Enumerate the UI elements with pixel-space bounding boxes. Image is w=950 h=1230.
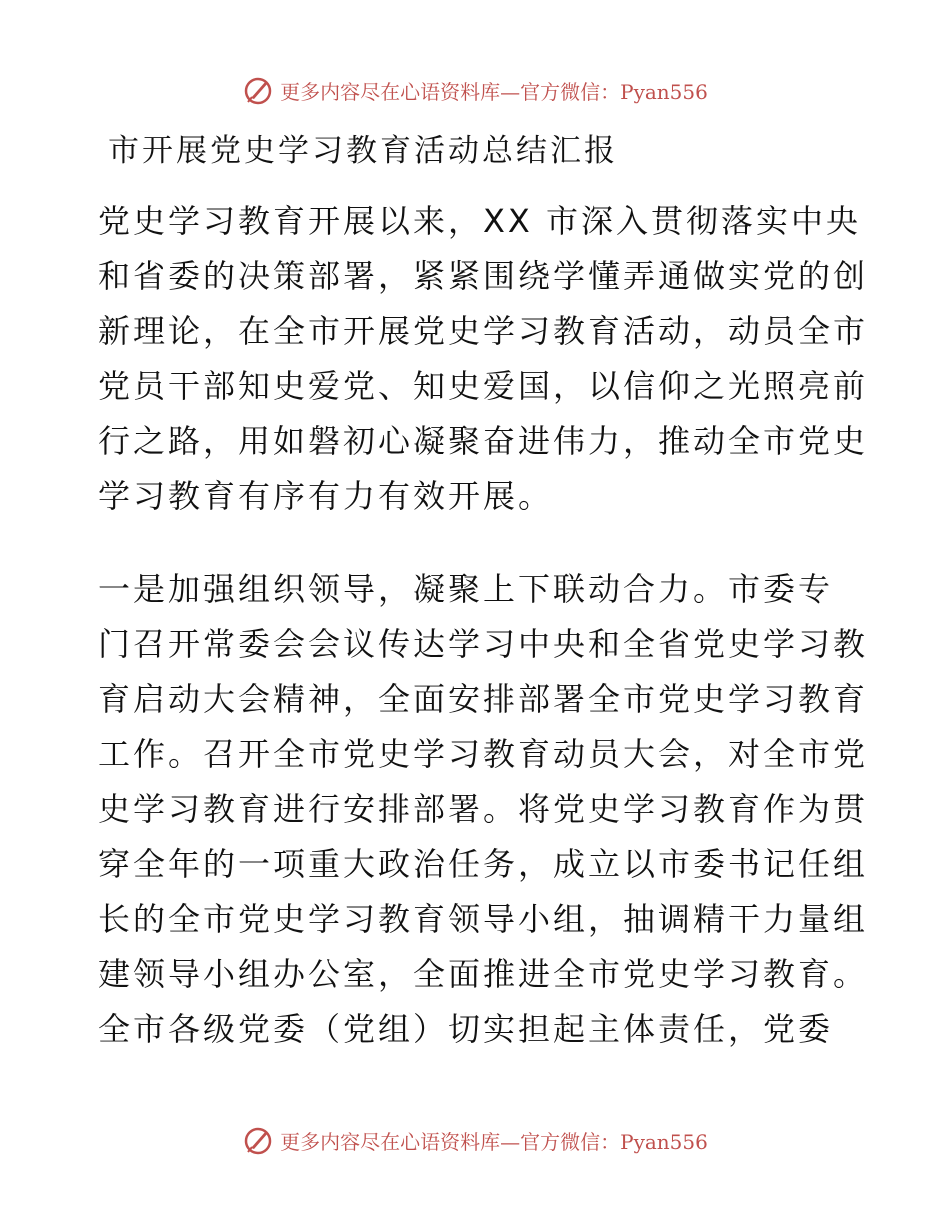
paragraph-organization	[98, 562, 869, 1057]
text-line: 工作。召开全市党史学习教育动员大会，对全市党	[98, 735, 869, 773]
text-line: 和省委的决策部署，紧紧围绕学懂弄通做实党的创	[98, 257, 869, 295]
text-line: 新理论，在全市开展党史学习教育活动，动员全市	[98, 312, 869, 350]
text-line: 建领导小组办公室，全面推进全市党史学习教育。	[98, 955, 869, 993]
text-line: 长的全市党史学习教育领导小组，抽调精干力量组	[98, 900, 869, 938]
text-line: 党员干部知史爱党、知史爱国，以信仰之光照亮前	[98, 367, 869, 405]
quill-seal-icon	[242, 1124, 274, 1156]
text-line: 全市各级党委（党组）切实担起主体责任，党委	[98, 1010, 834, 1048]
text-line: 党史学习教育开展以来，XX 市深入贯彻落实中央	[98, 202, 862, 240]
watermark-text: 更多内容尽在心语资料库—官方微信：Pyan556	[280, 1129, 708, 1154]
footer-watermark	[0, 1120, 950, 1160]
text-line: 穿全年的一项重大政治任务，成立以市委书记任组	[98, 845, 869, 883]
text-line: 一是加强组织领导，凝聚上下联动合力。市委专	[98, 570, 834, 608]
text-line: 门召开常委会会议传达学习中央和全省党史学习教	[98, 625, 869, 663]
document-title: 市开展党史学习教育活动总结汇报	[108, 133, 618, 169]
watermark-text: 更多内容尽在心语资料库—官方微信：Pyan556	[280, 79, 708, 104]
text-line: 学习教育有序有力有效开展。	[98, 477, 554, 515]
text-line: 行之路，用如磐初心凝聚奋进伟力，推动全市党史	[98, 422, 869, 460]
header-watermark	[0, 70, 950, 110]
quill-seal-icon	[242, 74, 274, 106]
text-line: 育启动大会精神，全面安排部署全市党史学习教育	[98, 680, 869, 718]
paragraph-intro	[98, 194, 869, 524]
text-line: 史学习教育进行安排部署。将党史学习教育作为贯	[98, 790, 869, 828]
